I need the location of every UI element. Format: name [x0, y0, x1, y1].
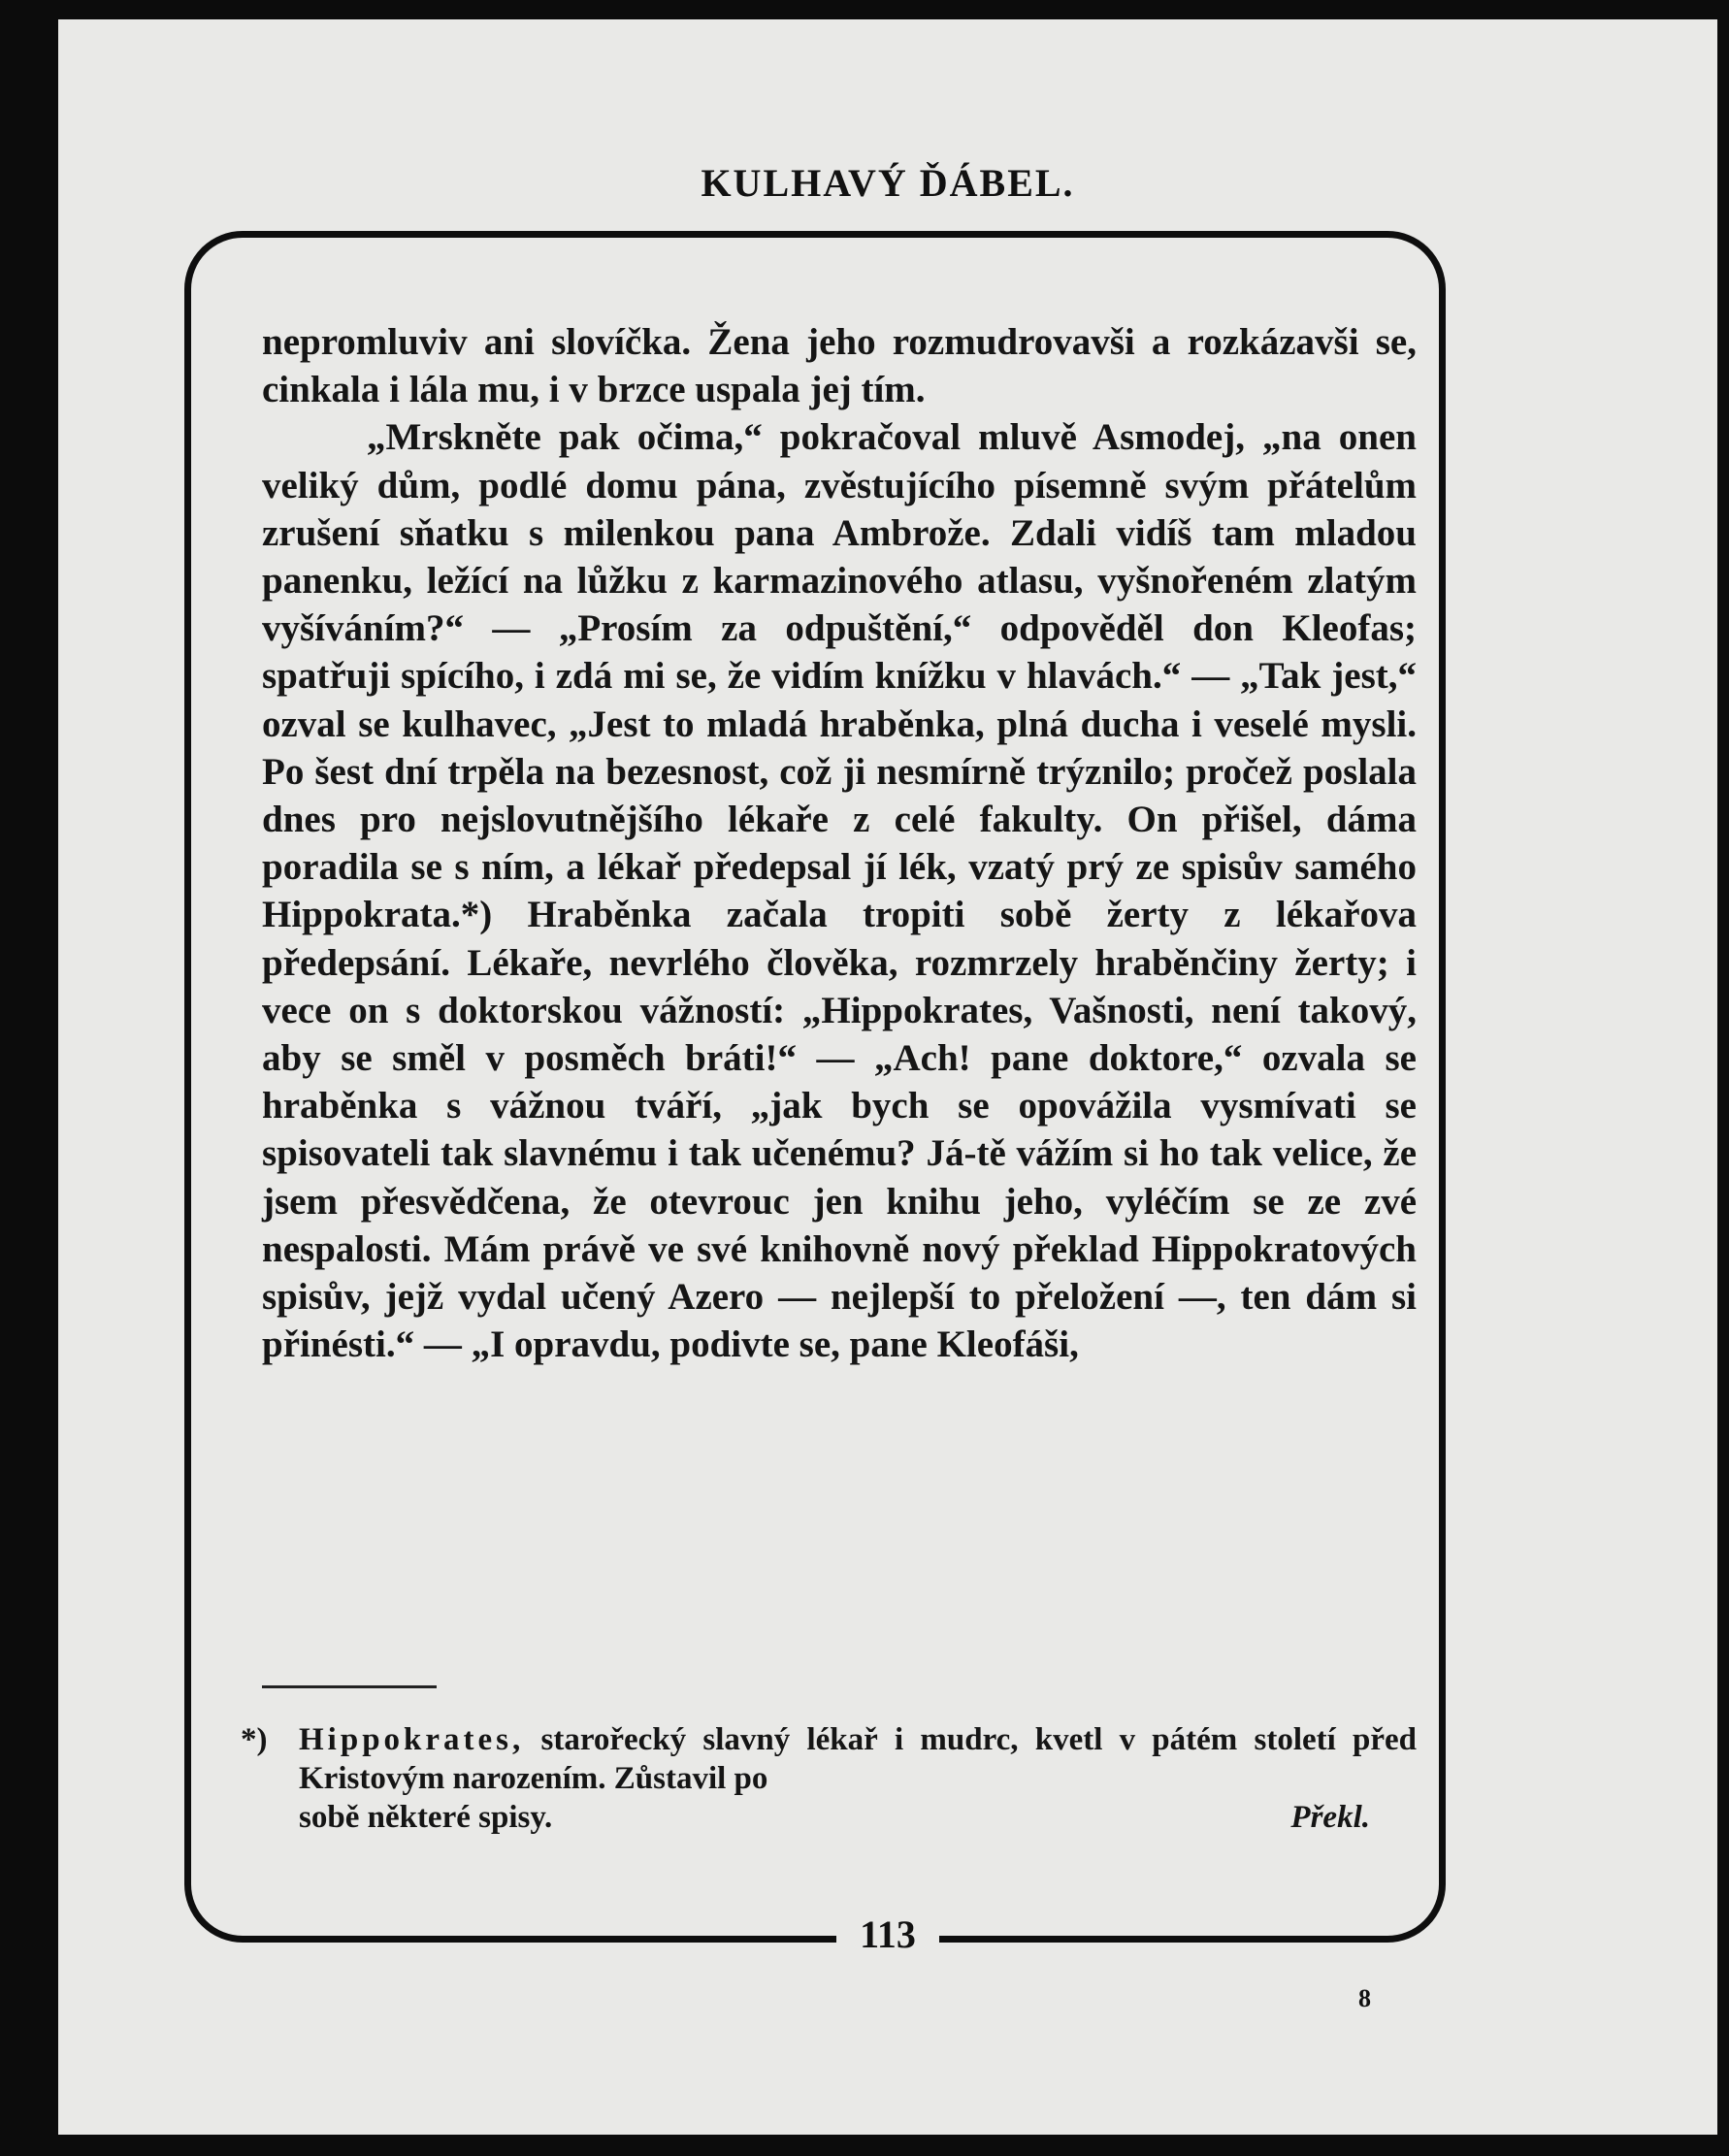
translator-note: Překl.: [1290, 1800, 1370, 1835]
page-number: [58, 1911, 1717, 1957]
footnote-term: Hippokrates,: [299, 1722, 525, 1757]
footnote-last-line: [299, 1798, 1417, 1837]
main-text: [262, 318, 1417, 1368]
signature-mark: 8: [1358, 1984, 1371, 2012]
footnote: [241, 1720, 1418, 1837]
paragraph: nepromluviv ani slovíčka. Žena jeho rozmudrovavši a rozkázavši se, cinkala i lála mu, i v brzce uspala jej tím.: [262, 321, 1417, 411]
running-header: KULHAVÝ ĎÁBEL.: [701, 161, 1075, 205]
footnote-text-end: sobě některé spisy.: [299, 1800, 553, 1835]
footnote-marker: *): [241, 1722, 268, 1757]
footnote-body: [299, 1720, 1417, 1798]
book-page: [58, 19, 1717, 2135]
page-number-label: 113: [836, 1912, 939, 1956]
footnote-separator: [262, 1685, 437, 1688]
footnote-text: starořecký slavný lékař i mudrc, kvetl v pátém století před Kristovým narozením. Zůstavil po: [299, 1722, 1418, 1796]
paragraph: „Mrskněte pak očima,“ pokračoval mluvě Asmodej, „na onen veliký dům, podlé domu pána, zvěstujícího písemně svým přátelům zrušení sňatku s milenkou pana Ambrože. Zdali vidíš tam mladou panenku, ležící na lůžku z karmazinového atlasu, vyšnořeném zlatým vyšíváním?“ — „Prosím za odpuštění,“ odpověděl don Kleofas; spatřuji spícího, i zdá mi se, že vidím knížku v hlavách.“ — „Tak jest,“ ozval se kulhavec, „Jest to mladá hraběnka, plná ducha i veselé mysli. Po šest dní trpěla na bezesnost, což ji nesmírně trýznilo; pročež poslala dnes pro nejslovutnějšího lékaře z celé fakulty. On přišel, dáma poradila se s ním, a lékař předepsal jí lék, vzatý prý ze spisův samého Hippokrata.*) Hraběnka začala tropiti sobě žerty z lékařova předepsání. Lékaře, nevrlého člověka, rozmrzely hraběnčiny žerty; i vece on s doktorskou vážností: „Hippokrates, Vašnosti, není takový, aby se směl v posměch bráti!“ — „Ach! pane doktore,“ ozvala se hraběnka s vážnou tváří, „jak bych se opovážila vysmívati se spisovateli tak slavnému i tak učenému? Já-tě vážím si ho tak velice, že jsem přesvědčena, že otevrouc jen knihu jeho, vyléčím se ze zvé nespalosti. Mám právě ve své knihovně nový překlad Hippokratových spisův, jejž vydal učený Azero — nejlepší to přeložení —, ten dám si přinésti.“ — „I opravdu, podivte se, pane Kleofáši,: [262, 416, 1417, 1366]
